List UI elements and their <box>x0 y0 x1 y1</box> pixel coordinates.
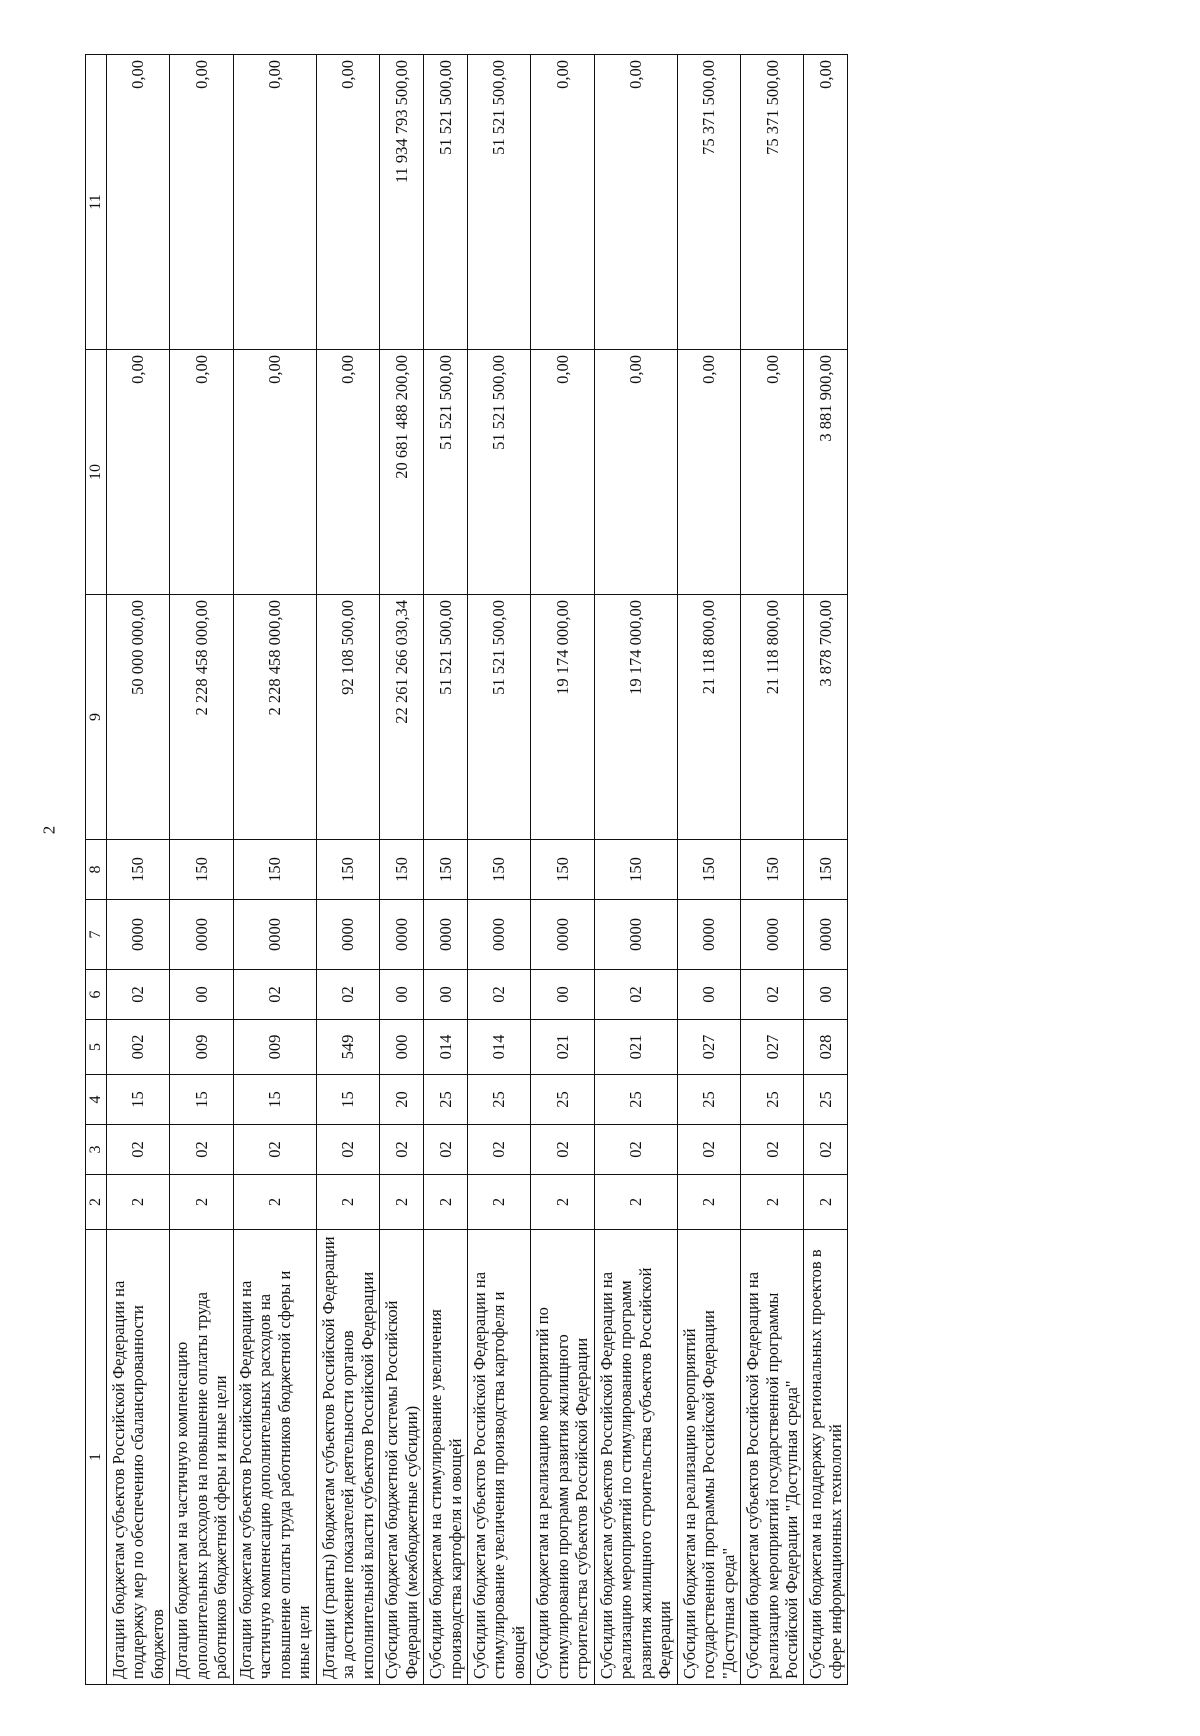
kbk-level-code: 02 <box>467 970 530 1020</box>
column-header: 5 <box>86 1020 107 1075</box>
kbk-group-code: 02 <box>380 1125 424 1175</box>
amount-year-2: 0,00 <box>233 350 316 595</box>
kbk-admin-code: 2 <box>467 1175 530 1230</box>
amount-year-2: 0,00 <box>594 350 677 595</box>
kbk-classification-code: 150 <box>233 840 316 900</box>
kbk-classification-code: 150 <box>531 840 594 900</box>
table-body <box>107 55 848 1685</box>
column-header: 9 <box>86 595 107 840</box>
kbk-program-code: 0000 <box>424 900 468 970</box>
row-description: Субсидии бюджетам на стимулирование увеличения производства картофеля и овощей <box>424 1230 468 1685</box>
kbk-program-code: 0000 <box>594 900 677 970</box>
page-number: 2 <box>39 825 59 835</box>
kbk-program-code: 0000 <box>380 900 424 970</box>
table-row <box>804 55 848 1685</box>
amount-year-3: 0,00 <box>531 55 594 350</box>
kbk-level-code: 02 <box>594 970 677 1020</box>
kbk-group-code: 02 <box>316 1125 379 1175</box>
amount-year-2: 3 881 900,00 <box>804 350 848 595</box>
column-header: 8 <box>86 840 107 900</box>
column-header: 2 <box>86 1175 107 1230</box>
kbk-classification-code: 150 <box>170 840 233 900</box>
amount-year-1: 51 521 500,00 <box>424 595 468 840</box>
kbk-level-code: 02 <box>316 970 379 1020</box>
row-description: Дотации бюджетам субъектов Российской Федерации на поддержку мер по обеспечению сбалансированности бюджетов <box>107 1230 170 1685</box>
amount-year-1: 22 261 266 030,34 <box>380 595 424 840</box>
row-description: Субсидии бюджетам субъектов Российской Федерации на реализацию мероприятий по стимулированию программ развития жилищного строительства субъектов Российской Федерации <box>594 1230 677 1685</box>
table-row <box>677 55 740 1685</box>
kbk-classification-code: 150 <box>107 840 170 900</box>
amount-year-3: 11 934 793 500,00 <box>380 55 424 350</box>
amount-year-1: 19 174 000,00 <box>594 595 677 840</box>
table-row <box>741 55 804 1685</box>
kbk-subgroup-code: 25 <box>467 1075 530 1125</box>
kbk-level-code: 00 <box>804 970 848 1020</box>
kbk-admin-code: 2 <box>380 1175 424 1230</box>
kbk-level-code: 02 <box>107 970 170 1020</box>
amount-year-1: 3 878 700,00 <box>804 595 848 840</box>
amount-year-2: 0,00 <box>170 350 233 595</box>
amount-year-3: 51 521 500,00 <box>467 55 530 350</box>
budget-table-container <box>85 55 1105 1685</box>
kbk-program-code: 0000 <box>741 900 804 970</box>
kbk-article-code: 014 <box>424 1020 468 1075</box>
kbk-classification-code: 150 <box>316 840 379 900</box>
amount-year-2: 0,00 <box>677 350 740 595</box>
kbk-level-code: 00 <box>531 970 594 1020</box>
amount-year-2: 51 521 500,00 <box>424 350 468 595</box>
table-row <box>531 55 594 1685</box>
kbk-program-code: 0000 <box>170 900 233 970</box>
kbk-admin-code: 2 <box>107 1175 170 1230</box>
column-header: 11 <box>86 55 107 350</box>
kbk-article-code: 000 <box>380 1020 424 1075</box>
kbk-subgroup-code: 15 <box>233 1075 316 1125</box>
kbk-article-code: 009 <box>170 1020 233 1075</box>
kbk-level-code: 02 <box>233 970 316 1020</box>
column-header: 4 <box>86 1075 107 1125</box>
amount-year-2: 51 521 500,00 <box>467 350 530 595</box>
amount-year-3: 0,00 <box>316 55 379 350</box>
amount-year-2: 20 681 488 200,00 <box>380 350 424 595</box>
kbk-admin-code: 2 <box>594 1175 677 1230</box>
kbk-admin-code: 2 <box>804 1175 848 1230</box>
amount-year-3: 75 371 500,00 <box>741 55 804 350</box>
table-row <box>316 55 379 1685</box>
amount-year-2: 0,00 <box>316 350 379 595</box>
kbk-article-code: 009 <box>233 1020 316 1075</box>
kbk-group-code: 02 <box>170 1125 233 1175</box>
amount-year-3: 0,00 <box>107 55 170 350</box>
column-header: 3 <box>86 1125 107 1175</box>
amount-year-1: 2 228 458 000,00 <box>233 595 316 840</box>
amount-year-1: 21 118 800,00 <box>741 595 804 840</box>
kbk-article-code: 021 <box>531 1020 594 1075</box>
budget-table <box>85 54 848 1685</box>
row-description: Субсидии бюджетам субъектов Российской Федерации на реализацию мероприятий государственной программы Российской Федерации "Доступная среда" <box>741 1230 804 1685</box>
kbk-program-code: 0000 <box>316 900 379 970</box>
kbk-level-code: 00 <box>170 970 233 1020</box>
table-row <box>424 55 468 1685</box>
row-description: Субсидии бюджетам субъектов Российской Федерации на стимулирование увеличения производства картофеля и овощей <box>467 1230 530 1685</box>
table-row <box>467 55 530 1685</box>
kbk-article-code: 027 <box>741 1020 804 1075</box>
amount-year-3: 0,00 <box>594 55 677 350</box>
kbk-article-code: 028 <box>804 1020 848 1075</box>
kbk-subgroup-code: 25 <box>594 1075 677 1125</box>
kbk-article-code: 021 <box>594 1020 677 1075</box>
table-row <box>170 55 233 1685</box>
kbk-program-code: 0000 <box>804 900 848 970</box>
amount-year-2: 0,00 <box>107 350 170 595</box>
kbk-program-code: 0000 <box>531 900 594 970</box>
amount-year-1: 50 000 000,00 <box>107 595 170 840</box>
kbk-subgroup-code: 15 <box>316 1075 379 1125</box>
kbk-admin-code: 2 <box>424 1175 468 1230</box>
kbk-subgroup-code: 20 <box>380 1075 424 1125</box>
row-description: Дотации (гранты) бюджетам субъектов Российской Федерации за достижение показателей деятельности органов исполнительной власти субъектов Российской Федерации <box>316 1230 379 1685</box>
kbk-program-code: 0000 <box>107 900 170 970</box>
amount-year-3: 75 371 500,00 <box>677 55 740 350</box>
kbk-subgroup-code: 15 <box>107 1075 170 1125</box>
kbk-classification-code: 150 <box>741 840 804 900</box>
kbk-article-code: 014 <box>467 1020 530 1075</box>
kbk-group-code: 02 <box>424 1125 468 1175</box>
amount-year-1: 21 118 800,00 <box>677 595 740 840</box>
kbk-article-code: 549 <box>316 1020 379 1075</box>
kbk-group-code: 02 <box>804 1125 848 1175</box>
amount-year-3: 0,00 <box>804 55 848 350</box>
column-header: 1 <box>86 1230 107 1685</box>
amount-year-2: 0,00 <box>741 350 804 595</box>
kbk-program-code: 0000 <box>677 900 740 970</box>
kbk-group-code: 02 <box>677 1125 740 1175</box>
column-header: 6 <box>86 970 107 1020</box>
kbk-subgroup-code: 25 <box>424 1075 468 1125</box>
row-description: Субсидии бюджетам на реализацию мероприятий государственной программы Российской Федерации "Доступная среда" <box>677 1230 740 1685</box>
kbk-subgroup-code: 25 <box>531 1075 594 1125</box>
table-row <box>594 55 677 1685</box>
amount-year-1: 51 521 500,00 <box>467 595 530 840</box>
kbk-article-code: 027 <box>677 1020 740 1075</box>
kbk-level-code: 00 <box>424 970 468 1020</box>
row-description: Субсидии бюджетам бюджетной системы Российской Федерации (межбюджетные субсидии) <box>380 1230 424 1685</box>
amount-year-1: 92 108 500,00 <box>316 595 379 840</box>
row-description: Дотации бюджетам субъектов Российской Федерации на частичную компенсацию дополнительных расходов на повышение оплаты труда работников бюджетной сферы и иные цели <box>233 1230 316 1685</box>
kbk-admin-code: 2 <box>677 1175 740 1230</box>
kbk-classification-code: 150 <box>380 840 424 900</box>
table-row <box>380 55 424 1685</box>
kbk-classification-code: 150 <box>424 840 468 900</box>
kbk-program-code: 0000 <box>467 900 530 970</box>
table-row <box>107 55 170 1685</box>
column-header: 10 <box>86 350 107 595</box>
column-header: 7 <box>86 900 107 970</box>
kbk-admin-code: 2 <box>741 1175 804 1230</box>
amount-year-1: 19 174 000,00 <box>531 595 594 840</box>
amount-year-3: 51 521 500,00 <box>424 55 468 350</box>
amount-year-3: 0,00 <box>170 55 233 350</box>
kbk-group-code: 02 <box>594 1125 677 1175</box>
row-description: Дотации бюджетам на частичную компенсацию дополнительных расходов на повышение оплаты труда работников бюджетной сферы и иные цели <box>170 1230 233 1685</box>
kbk-subgroup-code: 25 <box>677 1075 740 1125</box>
kbk-group-code: 02 <box>107 1125 170 1175</box>
kbk-group-code: 02 <box>531 1125 594 1175</box>
kbk-admin-code: 2 <box>316 1175 379 1230</box>
amount-year-2: 0,00 <box>531 350 594 595</box>
kbk-group-code: 02 <box>741 1125 804 1175</box>
kbk-classification-code: 150 <box>594 840 677 900</box>
kbk-level-code: 02 <box>741 970 804 1020</box>
kbk-group-code: 02 <box>233 1125 316 1175</box>
row-description: Субсидии бюджетам на поддержку региональных проектов в сфере информационных технологий <box>804 1230 848 1685</box>
amount-year-1: 2 228 458 000,00 <box>170 595 233 840</box>
kbk-classification-code: 150 <box>804 840 848 900</box>
kbk-admin-code: 2 <box>531 1175 594 1230</box>
kbk-level-code: 00 <box>677 970 740 1020</box>
table-row <box>233 55 316 1685</box>
kbk-classification-code: 150 <box>467 840 530 900</box>
kbk-subgroup-code: 15 <box>170 1075 233 1125</box>
kbk-article-code: 002 <box>107 1020 170 1075</box>
kbk-classification-code: 150 <box>677 840 740 900</box>
kbk-program-code: 0000 <box>233 900 316 970</box>
kbk-level-code: 00 <box>380 970 424 1020</box>
kbk-admin-code: 2 <box>170 1175 233 1230</box>
table-header <box>86 55 107 1685</box>
kbk-subgroup-code: 25 <box>741 1075 804 1125</box>
amount-year-3: 0,00 <box>233 55 316 350</box>
kbk-group-code: 02 <box>467 1125 530 1175</box>
row-description: Субсидии бюджетам на реализацию мероприятий по стимулированию программ развития жилищного строительства субъектов Российской Федерации <box>531 1230 594 1685</box>
kbk-admin-code: 2 <box>233 1175 316 1230</box>
kbk-subgroup-code: 25 <box>804 1075 848 1125</box>
